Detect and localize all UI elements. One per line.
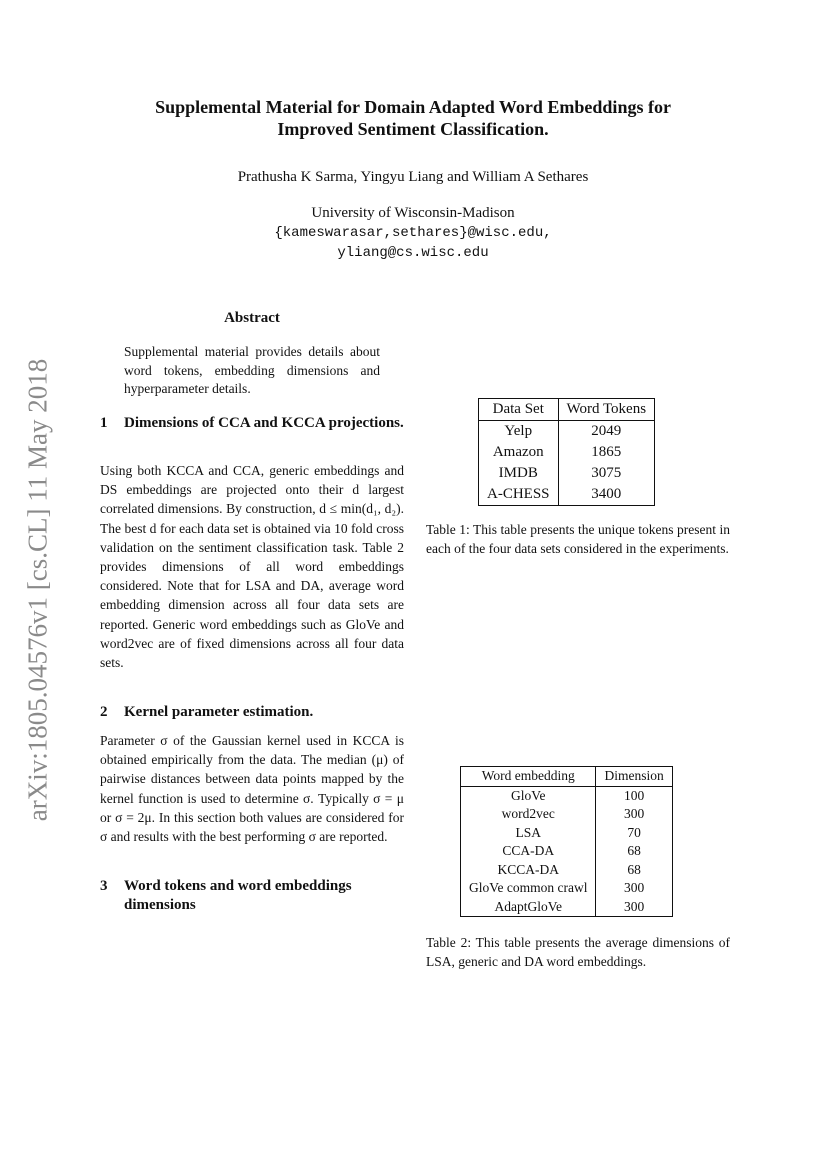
table-cell: LSA (461, 824, 596, 843)
table-cell: 3400 (591, 486, 622, 502)
author-list: Prathusha K Sarma, Yingyu Liang and William A Sethares (237, 169, 589, 185)
table-cell: 70 (627, 824, 641, 840)
table-row (461, 842, 673, 861)
table-1-caption: Table 1: This table presents the unique tokens present in each of the four data sets considered in the experiments. (426, 522, 730, 556)
table-row (461, 861, 673, 880)
paper-title: Supplemental Material for Domain Adapted Word Embeddings for Improved Sentiment Classification. (155, 97, 671, 139)
table-cell: AdaptGloVe (461, 898, 596, 917)
table-cell: CCA-DA (461, 842, 596, 861)
table-cell: 68 (627, 843, 641, 859)
table-cell: 300 (623, 898, 645, 914)
table-cell: GloVe (461, 786, 596, 805)
table-row (461, 879, 673, 898)
arxiv-side-stamp: arXiv:1805.04576v1 [cs.CL] 11 May 2018 (22, 358, 53, 822)
table-row (479, 463, 655, 484)
table-header-row (479, 399, 655, 421)
table-2 (460, 766, 673, 917)
table-row (479, 421, 655, 443)
table-cell: 1865 (591, 444, 622, 460)
table-cell: GloVe common crawl (461, 879, 596, 898)
abstract-text: Supplemental material provides details about word tokens, embedding dimensions and hyperparameter details. (124, 344, 380, 396)
table-header-cell: Dimension (604, 768, 664, 784)
table-cell: 100 (623, 787, 645, 803)
table-header-cell: Word Tokens (566, 401, 647, 417)
table-2-caption: Table 2: This table presents the average dimensions of LSA, generic and DA word embeddings. (426, 935, 730, 969)
table-row (461, 824, 673, 843)
table-cell: KCCA-DA (461, 861, 596, 880)
table-row (461, 805, 673, 824)
section-2-heading: 2 Kernel parameter estimation. (100, 704, 314, 720)
table-header-cell: Data Set (479, 399, 559, 421)
table-cell: A-CHESS (479, 484, 559, 506)
table-cell: 68 (627, 861, 641, 877)
table-row (461, 898, 673, 917)
abstract-heading: Abstract (224, 310, 280, 326)
table-row (479, 484, 655, 506)
section-1-heading: 1 Dimensions of CCA and KCCA projections. (100, 415, 404, 431)
table-cell: 2049 (591, 423, 622, 439)
section-3-heading: 3 Word tokens and word embeddings dimensions (100, 878, 352, 913)
section-2-text: Parameter σ of the Gaussian kernel used in KCCA is obtained empirically from the data. The median (μ) of pairwise distances between data points mapped by the kernel function is used to determine σ. Typically σ = μ or σ = 2μ. In this section both values are considered for σ and results with the best performing σ are reported. (100, 733, 404, 845)
table-cell: 3075 (591, 465, 622, 481)
emails-line-1: {kameswarasar,sethares}@wisc.edu, (274, 225, 552, 241)
affiliation-block (60, 203, 766, 263)
table-cell: 300 (623, 806, 645, 822)
affiliation: University of Wisconsin-Madison (311, 205, 515, 221)
table-cell: 300 (623, 880, 645, 896)
table-cell: Amazon (479, 442, 559, 463)
table-cell: Yelp (479, 421, 559, 443)
section-1-text: Using both KCCA and CCA, generic embeddings and DS embeddings are projected onto their d largest correlated dimensions. By construction, d ≤ min(d₁, d₂). The best d for each data set is obtained via 10 fold cross validation on the sentiment classification task. Table 2 provides dimensions of all word embeddings considered. Note that for LSA and DA, average word embedding dimension across all four data sets are reported. Generic word embeddings such as GloVe and word2vec are of fixed dimensions across all four data sets. (100, 463, 404, 671)
table-cell: IMDB (479, 463, 559, 484)
table-row (479, 442, 655, 463)
table-header-cell: Word embedding (461, 767, 596, 787)
table-1 (478, 398, 655, 506)
table-header-row (461, 767, 673, 787)
table-cell: word2vec (461, 805, 596, 824)
table-row (461, 786, 673, 805)
emails-line-2: yliang@cs.wisc.edu (337, 245, 489, 261)
